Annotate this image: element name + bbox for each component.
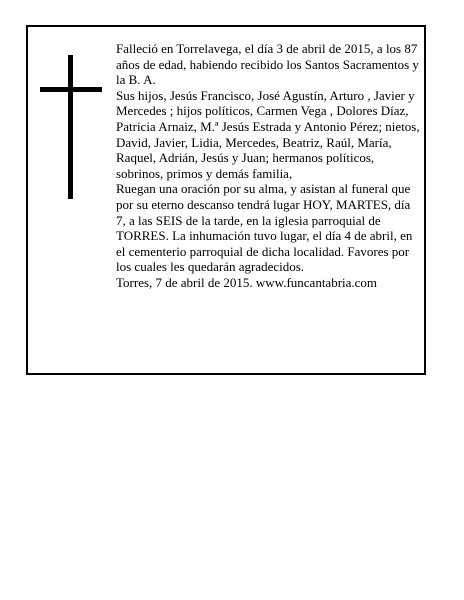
death-announcement-paragraph: Falleció en Torrelavega, el día 3 de abril de 2015, a los 87 años de edad, habiendo recibido los Santos Sacramentos y la B. A.	[116, 41, 419, 88]
obituary-notice-frame	[26, 25, 426, 375]
cross-icon	[40, 55, 102, 199]
obituary-text	[116, 41, 422, 291]
place-date-website-line: Torres, 7 de abril de 2015. www.funcantabria.com	[116, 274, 378, 290]
cross-horizontal-bar	[40, 87, 102, 92]
cross-vertical-bar	[68, 55, 73, 199]
funeral-details-paragraph: Ruegan una oración por su alma, y asistan al funeral que por su eterno descanso tendrá lugar HOY, MARTES, día 7, a las SEIS de la tarde, en la iglesia parroquial de TORRES. La inhumación tuvo lugar, el día 4 de abril, en el cementerio parroquial de dicha localidad. Favores por los cuales les quedarán agradecidos.	[116, 181, 413, 275]
family-paragraph: Sus hijos, Jesús Francisco, José Agustín, Arturo , Javier y Mercedes ; hijos políticos, Carmen Vega , Dolores Díaz, Patricia Arnaiz, M.ª Jesús Estrada y Antonio Pérez; nietos, David, Javier, Lidia, Mercedes, Beatriz, Raúl, María, Raquel, Adrián, Jesús y Juan; hermanos políticos, sobrinos, primos y demás familia,	[116, 87, 420, 181]
